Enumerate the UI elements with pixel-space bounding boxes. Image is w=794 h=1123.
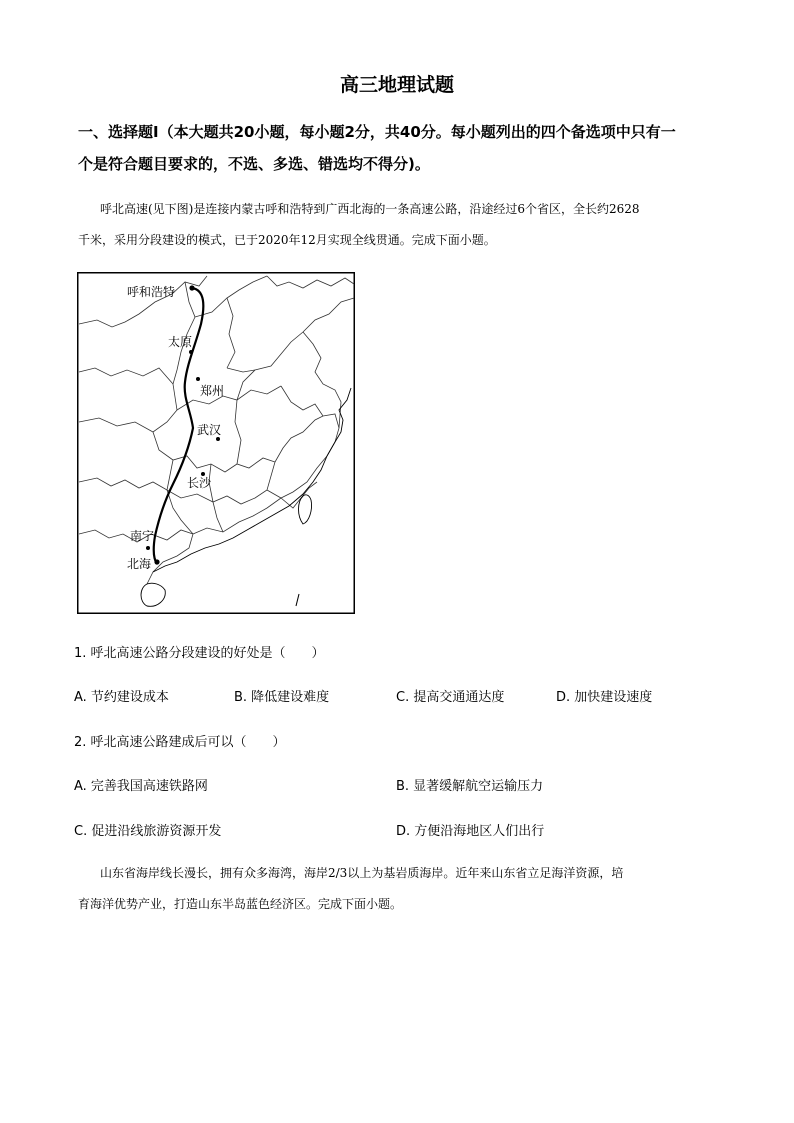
question-2-option-d: D. 方便沿海地区人们出行 bbox=[396, 824, 545, 839]
city-label-zhengzhou: 郑州 bbox=[200, 384, 225, 398]
highway-map bbox=[77, 272, 355, 614]
city-label-nanning: 南宁 bbox=[130, 529, 155, 543]
question-2-option-b: B. 显著缓解航空运输压力 bbox=[396, 779, 544, 794]
question-1-option-d: D. 加快建设速度 bbox=[556, 690, 653, 705]
city-dot-beihai bbox=[154, 559, 159, 564]
passage2-line1: 山东省海岸线长漫长，拥有众多海湾，海岸2/3以上为基岩质海岸。近年来山东省立足海洋资源，培 bbox=[100, 866, 624, 880]
city-dot-nanning bbox=[146, 546, 150, 550]
question-1-option-b: B. 降低建设难度 bbox=[234, 690, 330, 705]
taiwan-island bbox=[299, 495, 312, 524]
section-heading-line1: 一、选择题Ⅰ（本大题共20小题，每小题2分，共40分。每小题列出的四个备选项中只有一 bbox=[78, 123, 676, 141]
south-sea-mark bbox=[296, 594, 299, 606]
question-1-option-c: C. 提高交通通达度 bbox=[396, 690, 505, 705]
question-2-option-a: A. 完善我国高速铁路网 bbox=[74, 779, 208, 794]
city-dot-zhengzhou bbox=[196, 377, 200, 381]
city-dot-taiyuan bbox=[189, 350, 193, 354]
passage1-line1: 呼北高速(见下图)是连接内蒙古呼和浩特到广西北海的一条高速公路，沿途经过6个省区，全长约2628 bbox=[100, 202, 640, 216]
section-heading-line2: 个是符合题目要求的，不选、多选、错选均不得分)。 bbox=[78, 155, 430, 173]
city-dot-wuhan bbox=[216, 437, 220, 441]
question-1-stem: 1. 呼北高速公路分段建设的好处是（ ） bbox=[74, 646, 325, 661]
page-title: 高三地理试题 bbox=[339, 74, 454, 96]
passage1-line2: 千米，采用分段建设的模式，已于2020年12月实现全线贯通。完成下面小题。 bbox=[78, 233, 496, 247]
coastline bbox=[153, 388, 351, 572]
question-2-stem: 2. 呼北高速公路建成后可以（ ） bbox=[74, 735, 286, 750]
city-dot-huhehaote bbox=[189, 285, 194, 290]
city-label-huhehaote: 呼和浩特 bbox=[127, 285, 176, 299]
city-label-changsha: 长沙 bbox=[187, 476, 212, 490]
city-label-beihai: 北海 bbox=[127, 557, 152, 571]
question-1-option-a: A. 节约建设成本 bbox=[74, 690, 169, 705]
question-2-option-c: C. 促进沿线旅游资源开发 bbox=[74, 824, 222, 839]
city-label-wuhan: 武汉 bbox=[197, 423, 222, 437]
passage2-line2: 育海洋优势产业，打造山东半岛蓝色经济区。完成下面小题。 bbox=[78, 897, 403, 911]
city-label-taiyuan: 太原 bbox=[168, 335, 193, 349]
hainan-island bbox=[141, 583, 165, 606]
